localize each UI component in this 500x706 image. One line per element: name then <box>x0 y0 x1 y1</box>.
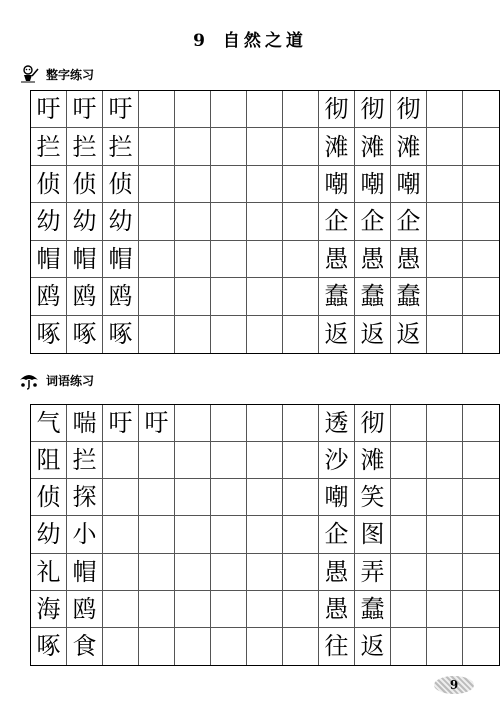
grid-cell-character: 啄 <box>67 316 103 353</box>
grid-cell-empty <box>283 479 319 516</box>
grid-cell-empty <box>175 628 211 665</box>
grid-cell-character: 蠢 <box>391 278 427 315</box>
grid-cell-character: 滩 <box>391 128 427 165</box>
grid-cell-empty <box>427 554 463 591</box>
grid-cell-character: 企 <box>391 203 427 240</box>
grid-cell-empty <box>175 241 211 278</box>
grid-cell-character: 幼 <box>67 203 103 240</box>
grid-cell-empty <box>427 442 463 479</box>
grid-cell-empty <box>211 128 247 165</box>
grid-cell-character: 吁 <box>103 405 139 442</box>
grid-cell-empty <box>175 278 211 315</box>
grid-cell-empty <box>283 278 319 315</box>
grid-cell-empty <box>391 628 427 665</box>
grid-cell-empty <box>139 203 175 240</box>
grid-cell-empty <box>463 128 499 165</box>
grid-cell-empty <box>283 203 319 240</box>
grid-cell-character: 拦 <box>103 128 139 165</box>
grid-cell-empty <box>427 278 463 315</box>
grid-cell-character: 帽 <box>67 241 103 278</box>
grid-cell-empty <box>247 166 283 203</box>
grid-cell-empty <box>283 166 319 203</box>
grid-cell-empty <box>391 516 427 553</box>
grid-cell-character: 拦 <box>31 128 67 165</box>
grid-cell-character: 幼 <box>31 203 67 240</box>
grid-cell-character: 帽 <box>67 554 103 591</box>
grid-cell-empty <box>247 278 283 315</box>
grid-cell-character: 图 <box>355 516 391 553</box>
grid-cell-character: 滩 <box>355 128 391 165</box>
section-header-words <box>18 370 94 390</box>
grid-cell-empty <box>211 479 247 516</box>
grid-cell-empty <box>139 128 175 165</box>
grid-cell-empty <box>211 554 247 591</box>
grid-cell-character: 啄 <box>31 628 67 665</box>
grid-cell-empty <box>139 91 175 128</box>
grid-cell-character: 嘲 <box>391 166 427 203</box>
grid-cell-character: 愚 <box>355 241 391 278</box>
grid-cell-empty <box>247 628 283 665</box>
grid-cell-character: 啄 <box>103 316 139 353</box>
grid-cell-character: 小 <box>67 516 103 553</box>
grid-cell-empty <box>211 166 247 203</box>
grid-cell-character: 透 <box>319 405 355 442</box>
grid-cell-character: 鸥 <box>67 278 103 315</box>
grid-cell-empty <box>139 166 175 203</box>
grid-cell-empty <box>103 591 139 628</box>
grid-cell-character: 返 <box>391 316 427 353</box>
grid-cell-character: 幼 <box>31 516 67 553</box>
grid-cell-empty <box>103 479 139 516</box>
grid-cell-empty <box>463 479 499 516</box>
grid-cell-empty <box>139 628 175 665</box>
grid-cell-character: 企 <box>319 516 355 553</box>
grid-cell-character: 愚 <box>319 241 355 278</box>
lesson-title: 自然之道 <box>222 31 307 51</box>
grid-cell-empty <box>211 591 247 628</box>
grid-cell-empty <box>175 203 211 240</box>
grid-cell-empty <box>211 316 247 353</box>
grid-cell-empty <box>139 316 175 353</box>
grid-cell-empty <box>463 405 499 442</box>
grid-cell-character: 侦 <box>103 166 139 203</box>
grid-cell-empty <box>427 203 463 240</box>
grid-cell-character: 嘲 <box>355 166 391 203</box>
grid-cell-character: 气 <box>31 405 67 442</box>
grid-cell-empty <box>247 554 283 591</box>
grid-cell-empty <box>391 442 427 479</box>
grid-cell-character: 嘲 <box>319 479 355 516</box>
grid-cell-character: 返 <box>355 316 391 353</box>
grid-cell-empty <box>283 316 319 353</box>
grid-cell-empty <box>139 241 175 278</box>
grid-cell-empty <box>139 554 175 591</box>
grid-cell-empty <box>103 628 139 665</box>
grid-cell-empty <box>391 591 427 628</box>
grid-cell-empty <box>247 241 283 278</box>
grid-cell-empty <box>211 405 247 442</box>
grid-cell-empty <box>463 628 499 665</box>
grid-cell-empty <box>211 241 247 278</box>
grid-cell-character: 鸥 <box>67 591 103 628</box>
section-header-characters <box>18 64 94 84</box>
grid-cell-empty <box>175 554 211 591</box>
grid-cell-empty <box>139 516 175 553</box>
grid-cell-character: 喘 <box>67 405 103 442</box>
grid-cell-empty <box>283 405 319 442</box>
section-label: 词语练习 <box>46 373 95 388</box>
grid-cell-character: 彻 <box>355 405 391 442</box>
grid-cell-character: 侦 <box>31 166 67 203</box>
grid-cell-empty <box>139 442 175 479</box>
grid-cell-empty <box>463 316 499 353</box>
grid-cell-empty <box>175 166 211 203</box>
grid-cell-character: 拦 <box>67 128 103 165</box>
grid-cell-character: 侦 <box>67 166 103 203</box>
grid-cell-empty <box>247 128 283 165</box>
grid-cell-empty <box>427 166 463 203</box>
grid-cell-empty <box>427 405 463 442</box>
grid-cell-empty <box>283 128 319 165</box>
grid-cell-empty <box>427 628 463 665</box>
grid-cell-empty <box>391 554 427 591</box>
grid-cell-empty <box>247 316 283 353</box>
grid-cell-empty <box>463 554 499 591</box>
grid-cell-empty <box>463 166 499 203</box>
grid-cell-empty <box>247 442 283 479</box>
grid-cell-empty <box>175 516 211 553</box>
grid-cell-character: 礼 <box>31 554 67 591</box>
grid-cell-empty <box>283 516 319 553</box>
grid-cell-character: 蠢 <box>355 278 391 315</box>
grid-cell-character: 啄 <box>31 316 67 353</box>
grid-cell-character: 蠢 <box>319 278 355 315</box>
grid-cell-character: 彻 <box>391 91 427 128</box>
grid-cell-empty <box>427 316 463 353</box>
grid-cell-empty <box>247 203 283 240</box>
grid-cell-empty <box>175 91 211 128</box>
grid-cell-empty <box>211 628 247 665</box>
grid-cell-empty <box>427 516 463 553</box>
grid-cell-empty <box>427 128 463 165</box>
grid-cell-empty <box>463 516 499 553</box>
grid-cell-empty <box>463 278 499 315</box>
grid-cell-character: 企 <box>355 203 391 240</box>
grid-cell-empty <box>211 278 247 315</box>
grid-cell-empty <box>283 241 319 278</box>
grid-cell-empty <box>175 316 211 353</box>
grid-cell-empty <box>175 479 211 516</box>
grid-cell-character: 侦 <box>31 479 67 516</box>
grid-cell-character: 帽 <box>103 241 139 278</box>
grid-cell-character: 阻 <box>31 442 67 479</box>
grid-cell-empty <box>247 516 283 553</box>
grid-cell-empty <box>427 479 463 516</box>
grid-cell-empty <box>463 241 499 278</box>
grid-cell-character: 吁 <box>67 91 103 128</box>
grid-cell-empty <box>175 442 211 479</box>
grid-cell-empty <box>283 442 319 479</box>
grid-cell-empty <box>427 591 463 628</box>
page-number: 9 <box>434 676 474 694</box>
grid-cell-character: 鸥 <box>103 278 139 315</box>
grid-cell-empty <box>139 479 175 516</box>
pencil-figure-icon <box>18 64 40 84</box>
grid-cell-empty <box>463 591 499 628</box>
grid-cell-empty <box>391 405 427 442</box>
grid-cell-empty <box>103 516 139 553</box>
grid-cell-empty <box>139 278 175 315</box>
grid-cell-character: 彻 <box>319 91 355 128</box>
grid-cell-character: 探 <box>67 479 103 516</box>
umbrella-icon <box>18 370 40 390</box>
grid-cell-character: 返 <box>355 628 391 665</box>
grid-cell-character: 愚 <box>319 591 355 628</box>
grid-cell-empty <box>247 405 283 442</box>
page-title <box>0 26 500 50</box>
grid-cell-character: 沙 <box>319 442 355 479</box>
grid-cell-empty <box>139 591 175 628</box>
grid-cell-empty <box>283 628 319 665</box>
grid-cell-character: 吁 <box>31 91 67 128</box>
grid-cell-empty <box>283 591 319 628</box>
section-label: 整字练习 <box>46 67 95 82</box>
word-practice-grid <box>30 404 500 666</box>
grid-cell-empty <box>463 442 499 479</box>
grid-cell-empty <box>211 91 247 128</box>
grid-cell-character: 吁 <box>139 405 175 442</box>
grid-cell-empty <box>463 91 499 128</box>
grid-cell-empty <box>247 479 283 516</box>
grid-cell-character: 鸥 <box>31 278 67 315</box>
character-practice-grid <box>30 90 500 354</box>
grid-cell-empty <box>211 442 247 479</box>
grid-cell-empty <box>211 516 247 553</box>
grid-cell-empty <box>247 591 283 628</box>
lesson-number: 9 <box>193 31 209 51</box>
grid-cell-character: 蠢 <box>355 591 391 628</box>
grid-cell-character: 嘲 <box>319 166 355 203</box>
grid-cell-character: 笑 <box>355 479 391 516</box>
grid-cell-character: 幼 <box>103 203 139 240</box>
grid-cell-character: 拦 <box>67 442 103 479</box>
grid-cell-character: 吁 <box>103 91 139 128</box>
grid-cell-character: 滩 <box>355 442 391 479</box>
grid-cell-empty <box>175 128 211 165</box>
grid-cell-empty <box>391 479 427 516</box>
grid-cell-empty <box>175 591 211 628</box>
grid-cell-empty <box>103 442 139 479</box>
grid-cell-character: 帽 <box>31 241 67 278</box>
grid-cell-empty <box>283 91 319 128</box>
grid-cell-character: 弄 <box>355 554 391 591</box>
grid-cell-character: 滩 <box>319 128 355 165</box>
grid-cell-character: 企 <box>319 203 355 240</box>
grid-cell-empty <box>283 554 319 591</box>
grid-cell-character: 愚 <box>319 554 355 591</box>
grid-cell-empty <box>427 241 463 278</box>
grid-cell-character: 海 <box>31 591 67 628</box>
grid-cell-character: 返 <box>319 316 355 353</box>
grid-cell-empty <box>463 203 499 240</box>
grid-cell-empty <box>427 91 463 128</box>
grid-cell-empty <box>175 405 211 442</box>
grid-cell-empty <box>247 91 283 128</box>
grid-cell-character: 往 <box>319 628 355 665</box>
grid-cell-character: 彻 <box>355 91 391 128</box>
grid-cell-character: 食 <box>67 628 103 665</box>
grid-cell-empty <box>103 554 139 591</box>
grid-cell-character: 愚 <box>391 241 427 278</box>
grid-cell-empty <box>211 203 247 240</box>
